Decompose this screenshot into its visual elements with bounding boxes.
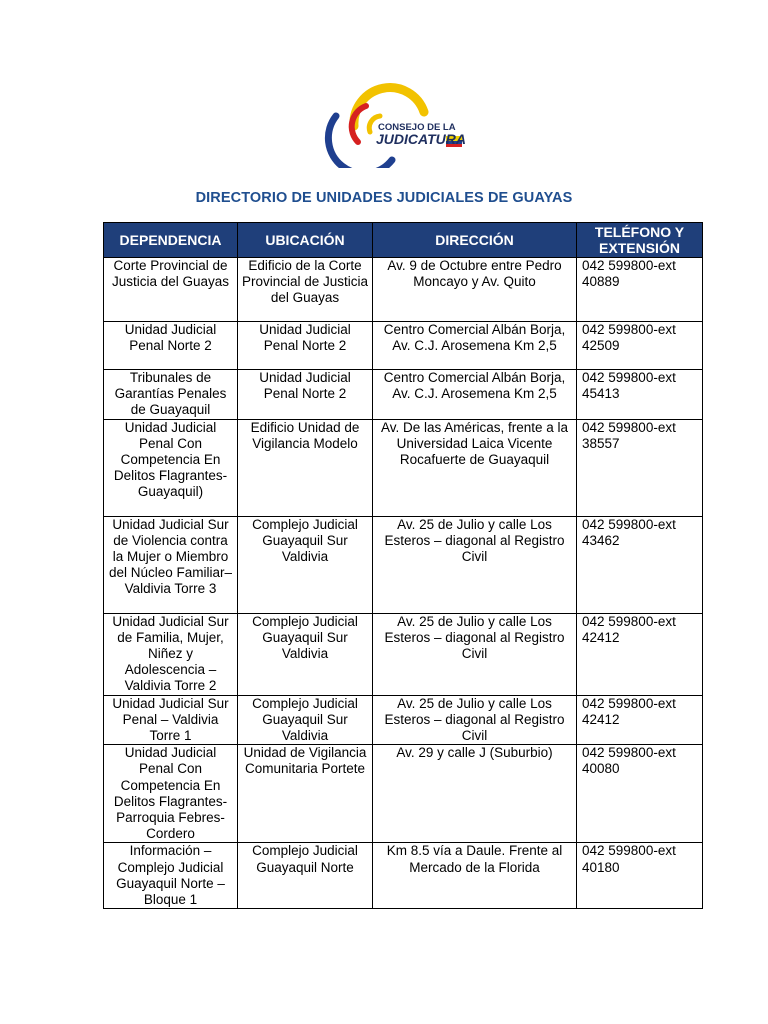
logo-line2: JUDICATURA [376, 131, 466, 147]
cell-direccion: Km 8.5 vía a Daule. Frente al Mercado de la Florida [373, 843, 577, 909]
cell-ubicacion: Complejo Judicial Guayaquil Sur Valdivia [238, 695, 373, 745]
cell-telefono: 042 599800-ext 42412 [577, 695, 703, 745]
cell-direccion: Av. 25 de Julio y calle Los Esteros – diagonal al Registro Civil [373, 695, 577, 745]
cell-telefono: 042 599800-ext 42412 [577, 613, 703, 695]
table-row [104, 745, 703, 843]
logo-line1: CONSEJO DE LA [378, 122, 456, 133]
header-dependencia: DEPENDENCIA [104, 223, 238, 258]
cell-direccion: Av. De las Américas, frente a la Universidad Laica Vicente Rocafuerte de Guayaquil [373, 419, 577, 516]
cell-dependencia: Unidad Judicial Penal Con Competencia En Delitos Flagrantes-Parroquia Febres-Cordero [104, 745, 238, 843]
consejo-judicatura-logo [306, 82, 466, 168]
page-title: DIRECTORIO DE UNIDADES JUDICIALES DE GUAYAS [195, 190, 573, 206]
cell-telefono: 042 599800-ext 40080 [577, 745, 703, 843]
header-ubicacion: UBICACIÓN [238, 223, 373, 258]
table-row [104, 419, 703, 516]
directory-table [103, 222, 703, 909]
cell-dependencia: Unidad Judicial Penal Norte 2 [104, 322, 238, 370]
cell-dependencia: Corte Provincial de Justicia del Guayas [104, 258, 238, 322]
cell-direccion: Av. 25 de Julio y calle Los Esteros – diagonal al Registro Civil [373, 613, 577, 695]
table-row [104, 258, 703, 322]
table-row [104, 613, 703, 695]
table-row [104, 322, 703, 370]
cell-ubicacion: Unidad Judicial Penal Norte 2 [238, 322, 373, 370]
table-row [104, 370, 703, 420]
table-row [104, 516, 703, 613]
cell-direccion: Av. 29 y calle J (Suburbio) [373, 745, 577, 843]
cell-ubicacion: Edificio Unidad de Vigilancia Modelo [238, 419, 373, 516]
cell-telefono: 042 599800-ext 42509 [577, 322, 703, 370]
cell-ubicacion: Edificio de la Corte Provincial de Justicia del Guayas [238, 258, 373, 322]
cell-ubicacion: Unidad de Vigilancia Comunitaria Portete [238, 745, 373, 843]
cell-ubicacion: Unidad Judicial Penal Norte 2 [238, 370, 373, 420]
header-telefono: TELÉFONO Y EXTENSIÓN [577, 223, 703, 258]
header-direccion: DIRECCIÓN [373, 223, 577, 258]
cell-telefono: 042 599800-ext 38557 [577, 419, 703, 516]
cell-direccion: Centro Comercial Albán Borja, Av. C.J. Arosemena Km 2,5 [373, 370, 577, 420]
cell-ubicacion: Complejo Judicial Guayaquil Sur Valdivia [238, 613, 373, 695]
cell-dependencia: Unidad Judicial Penal Con Competencia En Delitos Flagrantes-Guayaquil) [104, 419, 238, 516]
table-row [104, 695, 703, 745]
cell-dependencia: Unidad Judicial Sur de Violencia contra la Mujer o Miembro del Núcleo Familiar–Valdivia Torre 3 [104, 516, 238, 613]
cell-dependencia: Unidad Judicial Sur Penal – Valdivia Torre 1 [104, 695, 238, 745]
cell-dependencia: Unidad Judicial Sur de Familia, Mujer, Niñez y Adolescencia – Valdivia Torre 2 [104, 613, 238, 695]
table-row [104, 843, 703, 909]
cell-telefono: 042 599800-ext 45413 [577, 370, 703, 420]
cell-telefono: 042 599800-ext 43462 [577, 516, 703, 613]
cell-dependencia: Información – Complejo Judicial Guayaquil Norte – Bloque 1 [104, 843, 238, 909]
cell-dependencia: Tribunales de Garantías Penales de Guayaquil [104, 370, 238, 420]
cell-direccion: Centro Comercial Albán Borja, Av. C.J. Arosemena Km 2,5 [373, 322, 577, 370]
cell-direccion: Av. 9 de Octubre entre Pedro Moncayo y Av. Quito [373, 258, 577, 322]
cell-ubicacion: Complejo Judicial Guayaquil Sur Valdivia [238, 516, 373, 613]
cell-direccion: Av. 25 de Julio y calle Los Esteros – diagonal al Registro Civil [373, 516, 577, 613]
cell-ubicacion: Complejo Judicial Guayaquil Norte [238, 843, 373, 909]
cell-telefono: 042 599800-ext 40889 [577, 258, 703, 322]
cell-telefono: 042 599800-ext 40180 [577, 843, 703, 909]
table-header-row [104, 223, 703, 258]
